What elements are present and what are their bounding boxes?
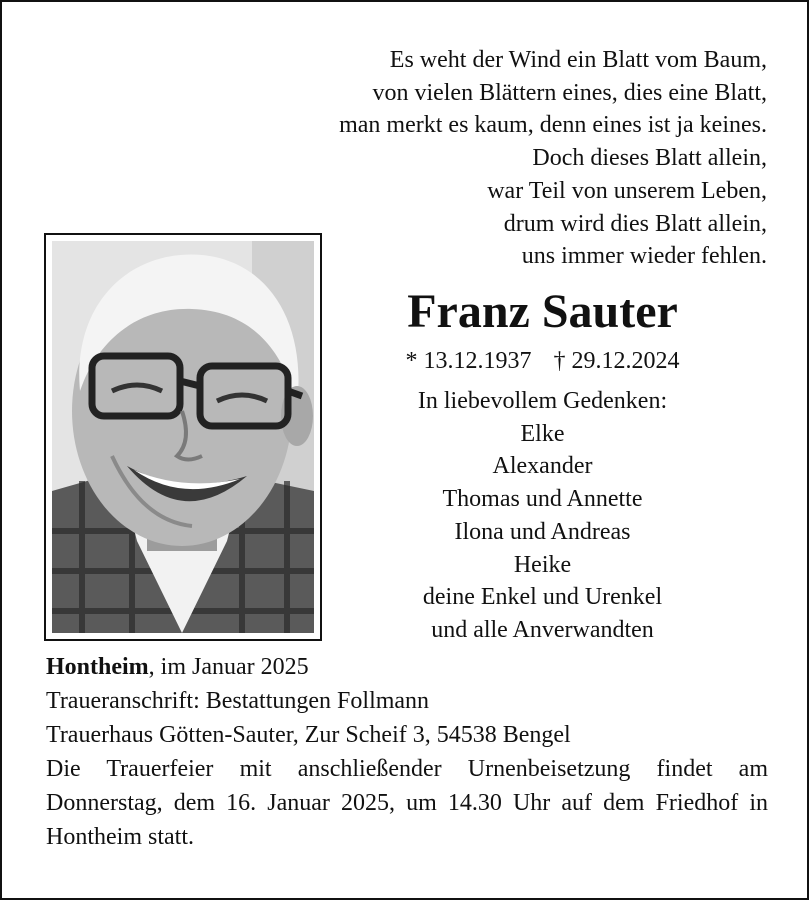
death-date: † 29.12.2024 — [553, 348, 680, 374]
place-date: , im Januar 2025 — [148, 654, 309, 680]
mourning-house-address: Trauerhaus Götten-Sauter, Zur Scheif 3, 54538 Bengel — [46, 722, 571, 748]
footer-info — [46, 650, 768, 854]
mourners-intro: In liebevollem Gedenken: — [417, 388, 668, 414]
mourner-name: Alexander — [492, 453, 593, 480]
poem-line: Es weht der Wind ein Blatt vom Baum, — [389, 47, 767, 73]
poem-line: drum wird dies Blatt allein, — [503, 210, 767, 237]
funeral-service-text: Die Trauerfeier mit anschließender Urnenbeisetzung findet am Donnerstag, dem 16. Januar 2025, um 14.30 Uhr auf dem Friedhof in Hontheim statt. — [46, 756, 768, 850]
mourners-list — [330, 385, 755, 647]
portrait-photo — [52, 241, 314, 633]
life-dates — [330, 345, 755, 377]
mourner-name: Thomas und Annette — [442, 486, 643, 513]
mourner-name: deine Enkel und Urenkel — [422, 584, 663, 611]
poem-line: war Teil von unserem Leben, — [487, 177, 767, 204]
poem-line: Doch dieses Blatt allein, — [532, 145, 767, 172]
poem-line: uns immer wieder fehlen. — [521, 243, 767, 270]
poem — [339, 44, 767, 273]
mourner-name: Ilona und Andreas — [454, 518, 631, 545]
poem-line: von vielen Blättern eines, dies eine Blatt, — [372, 79, 767, 106]
place-name: Hontheim — [46, 654, 149, 680]
mourner-name: und alle Anverwandten — [431, 616, 654, 643]
mourning-address: Traueranschrift: Bestattungen Follmann — [46, 688, 430, 714]
place-date-line — [46, 650, 768, 684]
birth-date: * 13.12.1937 — [405, 348, 532, 374]
mourner-name: Heike — [513, 551, 572, 578]
mourner-name: Elke — [520, 420, 565, 447]
poem-line: man merkt es kaum, denn eines ist ja keines. — [339, 112, 767, 139]
deceased-name: Franz Sauter — [407, 285, 678, 338]
portrait-illustration — [52, 241, 314, 633]
portrait-frame — [44, 233, 322, 641]
